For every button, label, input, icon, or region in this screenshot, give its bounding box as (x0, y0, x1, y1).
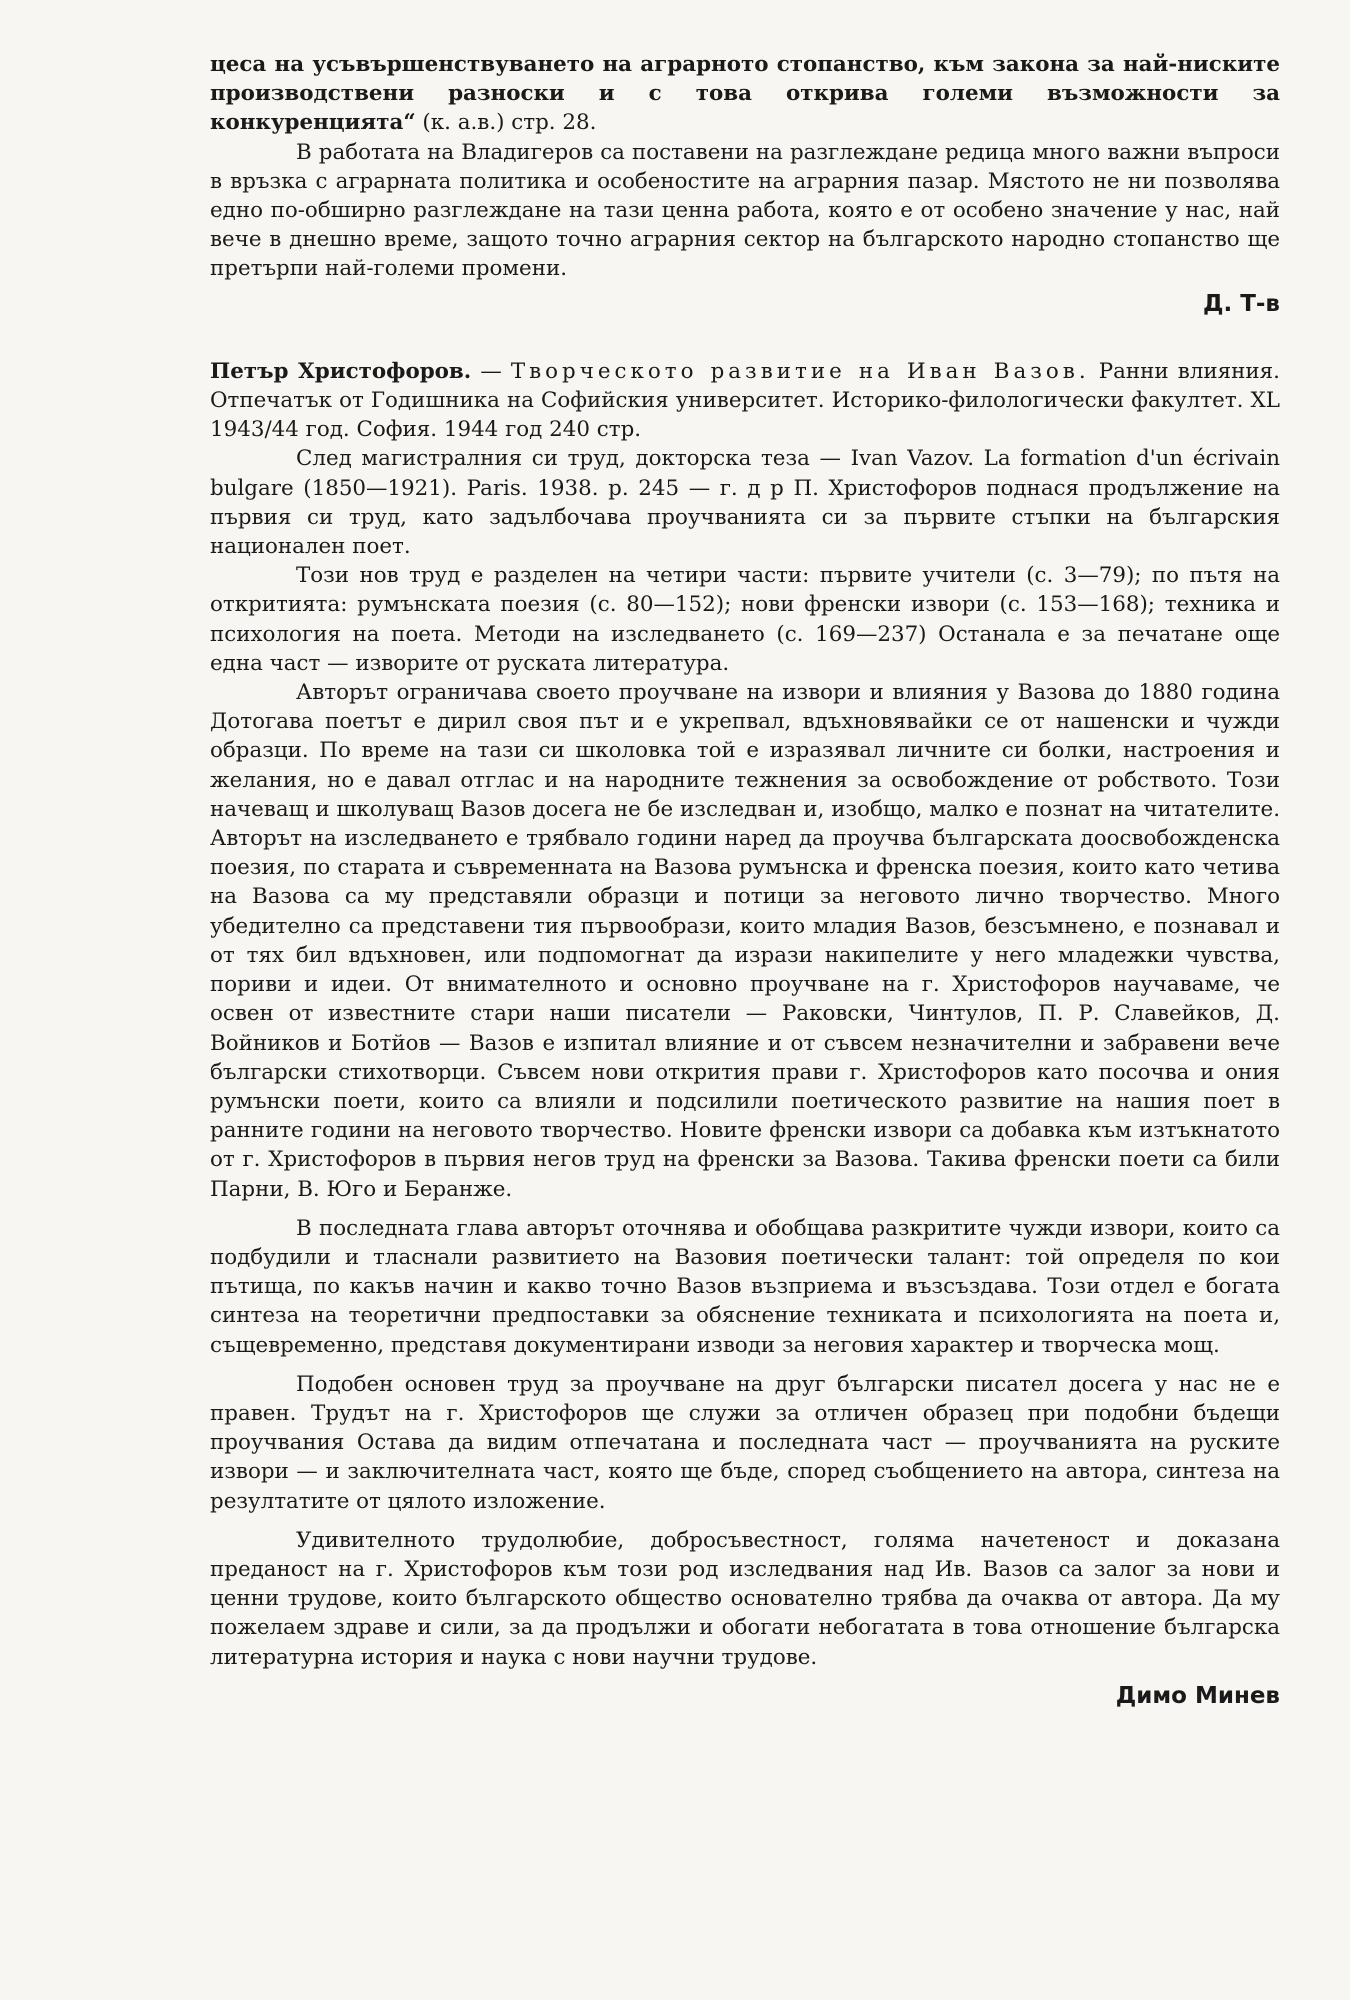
review2-paragraph-1: След магистралния си труд, докторска теза — Ivan Vazov. La formation d'un écrivain bulgare (1850—1921). Paris. 1938. p. 245 — г. д р П. Христофоров поднася продължение на първия си труд, като задълбочава проучванията си за първите стъпки на българския национален поет. (210, 446, 1280, 560)
review1-paragraph: В работата на Владигеров са поставени на разглеждане редица много важни въпроси в връзка с аграрната политика и особеностите на аграрния пазар. Мястото не ни позволява едно по-обширно разглеждане на тази ценна работа, която е от особено значение у нас, най вече в днешно време, защото точно аграрния сектор на българското народно стопанство ще претърпи най-големи промени. (210, 139, 1280, 282)
review2-title: Творческото развитие на Иван Вазов. (510, 358, 1090, 384)
review1-intro (210, 50, 1280, 138)
review2-signature: Димо Минев (1115, 1682, 1280, 1709)
review2-heading (210, 357, 1280, 445)
review2-paragraph-2: Този нов труд е разделен на четири части: първите учители (с. 3—79); по пътя на откритията: румънската поезия (с. 80—152); нови френски извори (с. 153—168); техника и психология на поета. Методи на изследването (с. 169—237) Останала е за печатане още една част — изворите от руската литература. (210, 563, 1280, 676)
review2-paragraph-4: В последната глава авторът оточнява и обобщава разкритите чужди извори, които са подбудили и тласнали развитието на Вазовия поетически талант: той определя по кои пътища, по какъв начин и какво точно Вазов възприема и възсъздава. Този отдел е богата синтеза на теоретични предпоставки за обяснение техниката и психологията на поета и, същевременно, представя документирани изводи за неговия характер и творческа мощ. (210, 1215, 1280, 1358)
review2-paragraph-6: Удивителното трудолюбие, добросъвестност, голяма начетеност и доказана преданост на г. Христофоров към този род изследвания над Ив. Вазов са залог за нови и ценни трудове, които българското общество основателно трябва да очаква от автора. Да му пожелаем здраве и сили, за да продължи и обогати небогатата в това отношение българска литературна история и наука с нови научни трудове. (210, 1527, 1280, 1670)
review2-heading-rest: Ранни влияния. Отпечатък от Годишника на Софийския университет. Историко-филологически факултет. XL 1943/44 год. София. 1944 год 240 стр. (210, 358, 1280, 443)
review2-paragraph-3: Авторът ограничава своето проучване на извори и влияния у Вазова до 1880 година Дотогава поетът е дирил своя път и е укрепвал, вдъхновявайки се от нашенски и чужди образци. По време на тази си школовка той е изразявал личните си болки, настроения и желания, но е давал отглас и на народните тежнения за освобождение от робството. Този начеващ и школуващ Вазов досега не бе изследван и, изобщо, малко е познат на читателите. Авторът на изследването е трябвало години наред да проучва българската доосвобожденска поезия, по старата и съвременната на Вазова румънска и френска поезия, които като четива на Вазова са му представяли образци и потици за неговото лично творчество. Много убедително са представени тия първообрази, които младия Вазов, безсъмнено, е познавал и от тях бил вдъхновен, или подпомогнат да изрази накипелите у него младежки чувства, пориви и идеи. От внимателното и основно проучване на г. Христофоров научаваме, че освен от известните стари наши писатели — Раковски, Чинтулов, П. Р. Славейков, Д. Войников и Ботйов — Вазов е изпитал влияние и от съвсем незначителни и забравени вече български стихотворци. Съвсем нови открития прави г. Христофоров като посочва и ония румънски поети, които са влияли и подсилили поетическото развитие на нашия поет в ранните години на неговото творчество. Новите френски извори са добавка към изтъкнатото от г. Христофоров в първия негов труд на френски за Вазова. Такива френски поети са били Парни, В. Юго и Беранже. (210, 680, 1280, 1202)
review1-intro-bold: цеса на усъвършенствуването на аграрното стопанство, към закона за най-ниските производствени разноски и с това открива големи възможности за конкуренцията“ (210, 52, 1280, 136)
review2-paragraph-5: Подобен основен труд за проучване на друг български писател досега у нас не е правен. Трудът на г. Христофоров ще служи за отличен образец при подобни бъдещи проучвания Остава да видим отпечатана и последната част — проучванията на руските извори — и заключителната част, която ще бъде, според съобщението на автора, синтеза на резултатите от цялото изложение. (210, 1371, 1280, 1514)
review2-dash: — (471, 358, 511, 384)
review1-signature: Д. Т-в (1202, 290, 1280, 317)
review1-intro-ref: (к. а.в.) стр. 28. (415, 110, 597, 136)
review2-author: Петър Христофоров. (210, 358, 472, 384)
document-page (210, 50, 1280, 1711)
